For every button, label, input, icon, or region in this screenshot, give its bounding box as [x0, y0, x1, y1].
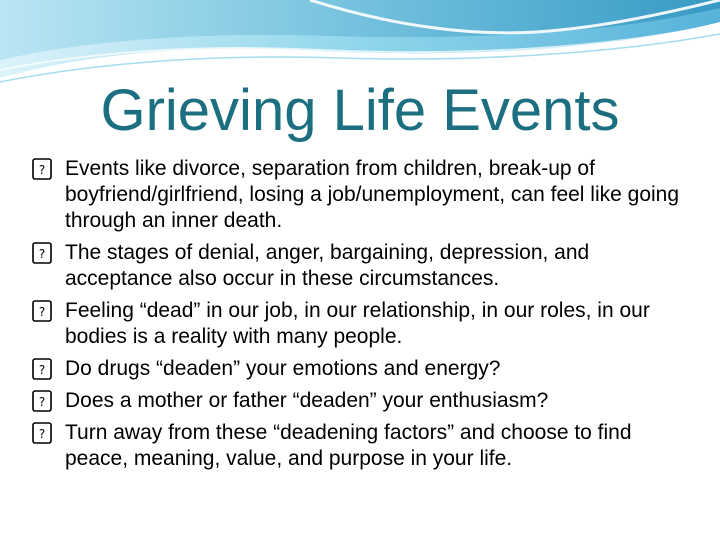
svg-text:?: ? [38, 395, 46, 409]
missing-glyph-icon [32, 358, 52, 380]
bullet-item [32, 156, 692, 234]
svg-text:?: ? [38, 163, 46, 177]
bullet-item [32, 388, 692, 414]
bullet-text: Events like divorce, separation from children, break-up of boyfriend/girlfriend, losing a job/unemployment, can feel like going through an inner death. [65, 157, 680, 232]
bullet-item [32, 298, 692, 350]
bullet-text: Does a mother or father “deaden” your enthusiasm? [65, 389, 549, 412]
missing-glyph-icon [32, 300, 52, 322]
bullet-item [32, 420, 692, 472]
missing-glyph-icon [32, 158, 52, 180]
missing-glyph-icon [32, 422, 52, 444]
bullet-item [32, 240, 692, 292]
header-wave-decoration [0, 0, 720, 90]
bullet-list [32, 156, 692, 478]
missing-glyph-icon [32, 242, 52, 264]
slide-title: Grieving Life Events [100, 78, 620, 143]
svg-text:?: ? [38, 363, 46, 377]
bullet-text: Do drugs “deaden” your emotions and energy? [65, 357, 501, 380]
bullet-text: The stages of denial, anger, bargaining, depression, and acceptance also occur in these circumstances. [65, 241, 590, 290]
svg-text:?: ? [38, 305, 46, 319]
bullet-item [32, 356, 692, 382]
svg-text:?: ? [38, 427, 46, 441]
bullet-text: Feeling “dead” in our job, in our relationship, in our roles, in our bodies is a reality with many people. [65, 299, 650, 348]
missing-glyph-icon [32, 390, 52, 412]
svg-text:?: ? [38, 247, 46, 261]
bullet-text: Turn away from these “deadening factors” and choose to find peace, meaning, value, and purpose in your life. [65, 421, 632, 470]
